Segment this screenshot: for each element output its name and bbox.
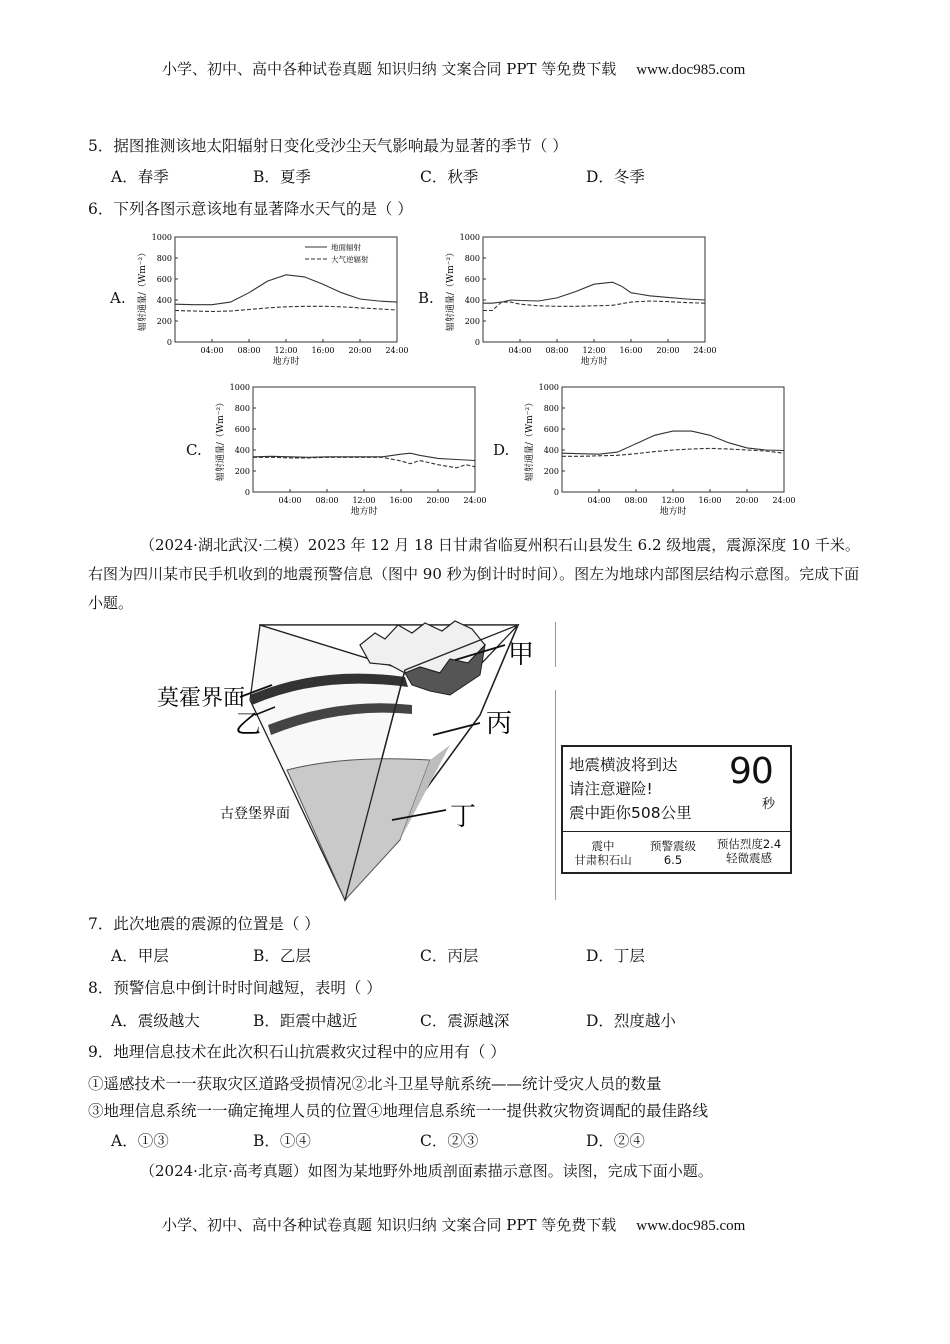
alert-magnitude [643, 839, 703, 867]
alert-countdown-unit: 秒 [762, 797, 776, 812]
chart-d [512, 375, 797, 515]
plot-frame [175, 237, 397, 342]
q7-stem: 7．此次地震的震源的位置是（ ） [88, 915, 320, 933]
alert-magnitude-value: 6.5 [663, 853, 683, 867]
q8-option-c[interactable]: C．震源越深 [420, 1012, 510, 1030]
q5-option-c[interactable]: C．秋季 [420, 168, 479, 186]
alert-separator [563, 831, 790, 832]
y-tick-label: 200 [464, 317, 480, 326]
y-tick-label: 0 [474, 338, 480, 347]
y-tick-label: 1000 [459, 233, 480, 242]
x-tick-label: 24:00 [772, 496, 796, 505]
divider-top [555, 622, 556, 667]
alert-epicenter-value: 甘肃积石山 [574, 853, 632, 867]
q9-option-b[interactable]: B．①④ [253, 1132, 311, 1150]
alert-magnitude-label: 预警震级 [650, 839, 696, 853]
alert-line-2: 请注意避险! [569, 780, 653, 798]
alert-line-1: 地震横波将到达 [569, 756, 678, 774]
chart-label-a[interactable]: A. [110, 289, 126, 307]
y-axis-label: 辐射通量/（Wm⁻²） [525, 397, 535, 482]
x-tick-label: 08:00 [624, 496, 648, 505]
x-tick-label: 20:00 [426, 496, 450, 505]
y-tick-label: 800 [464, 254, 480, 263]
q9-option-c[interactable]: C．②③ [420, 1132, 479, 1150]
x-axis-label: 地方时 [350, 507, 378, 515]
header-text: 小学、初中、高中各种试卷真题 知识归纳 文案合同 PPT 等免费下载 [162, 60, 617, 78]
alert-countdown: 90 [729, 751, 773, 792]
y-axis-label: 辐射通量/（Wm⁻²） [216, 397, 226, 482]
x-tick-label: 12:00 [582, 346, 606, 355]
x-tick-label: 12:00 [274, 346, 298, 355]
header-url[interactable]: www.doc985.com [636, 62, 746, 78]
q9-stem: 9．地理信息技术在此次积石山抗震救灾过程中的应用有（ ） [88, 1043, 506, 1061]
y-tick-label: 400 [543, 446, 559, 455]
y-tick-label: 1000 [538, 383, 559, 392]
alert-epicenter [567, 839, 639, 867]
plot-frame [562, 387, 784, 492]
chart-b [433, 225, 718, 365]
x-tick-label: 24:00 [463, 496, 487, 505]
label-bing: 丙 [486, 709, 513, 739]
q6-stem: 6．下列各图示意该地有显著降水天气的是（ ） [88, 200, 413, 218]
q9-statement-line-2: ③地理信息系统一一确定掩埋人员的位置④地理信息系统一一提供救灾物资调配的最佳路线 [88, 1102, 709, 1120]
plot-frame [483, 237, 705, 342]
x-tick-label: 08:00 [545, 346, 569, 355]
y-tick-label: 1000 [229, 383, 250, 392]
q8-option-a[interactable]: A．震级越大 [111, 1012, 200, 1030]
y-tick-label: 0 [166, 338, 172, 347]
alert-epicenter-label: 震中 [591, 839, 615, 853]
y-tick-label: 600 [234, 425, 250, 434]
q7-option-d[interactable]: D．丁层 [586, 947, 645, 965]
x-tick-label: 04:00 [200, 346, 224, 355]
x-tick-label: 20:00 [656, 346, 680, 355]
y-tick-label: 1000 [151, 233, 172, 242]
q7-option-c[interactable]: C．丙层 [420, 947, 479, 965]
q7-option-a[interactable]: A．甲层 [111, 947, 169, 965]
y-tick-label: 800 [156, 254, 172, 263]
divider-main [555, 690, 556, 900]
y-tick-label: 800 [543, 404, 559, 413]
x-axis-label: 地方时 [580, 357, 608, 365]
x-tick-label: 16:00 [619, 346, 643, 355]
y-tick-label: 600 [464, 275, 480, 284]
label-moho: 莫霍界面 [157, 686, 246, 711]
x-tick-label: 04:00 [508, 346, 532, 355]
label-yi: 乙 [235, 710, 262, 740]
footer-text: 小学、初中、高中各种试卷真题 知识归纳 文案合同 PPT 等免费下载 [162, 1216, 617, 1234]
x-axis-label: 地方时 [659, 507, 687, 515]
alert-intensity-label: 预估烈度2.4 [716, 837, 782, 851]
y-axis-label: 辐射通量/（Wm⁻²） [138, 247, 148, 332]
y-axis-label: 辐射通量/（Wm⁻²） [446, 247, 456, 332]
legend-label: 大气逆辐射 [331, 255, 369, 264]
x-tick-label: 24:00 [693, 346, 717, 355]
q5-option-d[interactable]: D．冬季 [586, 168, 645, 186]
page-footer [162, 1214, 745, 1235]
x-tick-label: 04:00 [278, 496, 302, 505]
x-tick-label: 16:00 [698, 496, 722, 505]
x-tick-label: 08:00 [315, 496, 339, 505]
chart-label-d[interactable]: D. [493, 441, 510, 459]
q5-stem: 5．据图推测该地太阳辐射日变化受沙尘天气影响最为显著的季节（ ） [88, 137, 568, 155]
y-tick-label: 800 [234, 404, 250, 413]
x-tick-label: 12:00 [661, 496, 685, 505]
q9-option-a[interactable]: A．①③ [111, 1132, 169, 1150]
y-tick-label: 0 [244, 488, 250, 497]
earthquake-alert [561, 745, 792, 874]
outer-core [287, 759, 430, 900]
passage-text: （2024·湖北武汉·二模）2023 年 12 月 18 日甘肃省临夏州积石山县发生 6.2 级地震，震源深度 10 千米。右图为四川某市民手机收到的地震预警信息（图中 90 秒为倒计时时间）。图左为地球内部图层结构示意图。完成下面小题。 [88, 536, 860, 612]
legend-label: 地面辐射 [331, 243, 361, 252]
label-ding: 丁 [450, 802, 477, 832]
footer-url[interactable]: www.doc985.com [636, 1218, 746, 1234]
chart-label-c[interactable]: C. [186, 441, 202, 459]
q9-statement-line-1: ①遥感技术一一获取灾区道路受损情况②北斗卫星导航系统——统计受灾人员的数量 [88, 1075, 662, 1093]
plot-frame [253, 387, 475, 492]
label-jia: 甲 [508, 640, 535, 670]
x-tick-label: 08:00 [237, 346, 261, 355]
alert-intensity-value: 轻微震感 [726, 851, 772, 865]
passage2-text: （2024·北京·高考真题）如图为某地野外地质剖面素描示意图。读图，完成下面小题。 [140, 1162, 713, 1180]
x-tick-label: 12:00 [352, 496, 376, 505]
y-tick-label: 400 [234, 446, 250, 455]
q8-stem: 8．预警信息中倒计时时间越短，表明（ ） [88, 979, 382, 997]
y-tick-label: 600 [156, 275, 172, 284]
x-tick-label: 16:00 [389, 496, 413, 505]
q5-option-b[interactable]: B．夏季 [253, 168, 311, 186]
y-tick-label: 400 [464, 296, 480, 305]
chart-c [203, 375, 488, 515]
q7-option-b[interactable]: B．乙层 [253, 947, 311, 965]
y-tick-label: 0 [553, 488, 559, 497]
label-gutenberg: 古登堡界面 [220, 806, 290, 822]
page-header [162, 58, 745, 79]
q8-option-d[interactable]: D．烈度越小 [586, 1012, 676, 1030]
chart-label-b[interactable]: B. [418, 289, 434, 307]
q9-option-d[interactable]: D．②④ [586, 1132, 645, 1150]
q8-option-b[interactable]: B．距震中越近 [253, 1012, 358, 1030]
alert-intensity [709, 837, 789, 865]
x-tick-label: 24:00 [385, 346, 409, 355]
y-tick-label: 200 [234, 467, 250, 476]
y-tick-label: 200 [156, 317, 172, 326]
chart-a [125, 225, 410, 365]
x-tick-label: 20:00 [735, 496, 759, 505]
x-tick-label: 20:00 [348, 346, 372, 355]
y-tick-label: 200 [543, 467, 559, 476]
x-axis-label: 地方时 [272, 357, 300, 365]
x-tick-label: 04:00 [587, 496, 611, 505]
y-tick-label: 400 [156, 296, 172, 305]
q5-option-a[interactable]: A．春季 [111, 168, 169, 186]
earth-interior-diagram [150, 615, 550, 905]
x-tick-label: 16:00 [311, 346, 335, 355]
alert-line-3: 震中距你508公里 [569, 804, 692, 822]
y-tick-label: 600 [543, 425, 559, 434]
